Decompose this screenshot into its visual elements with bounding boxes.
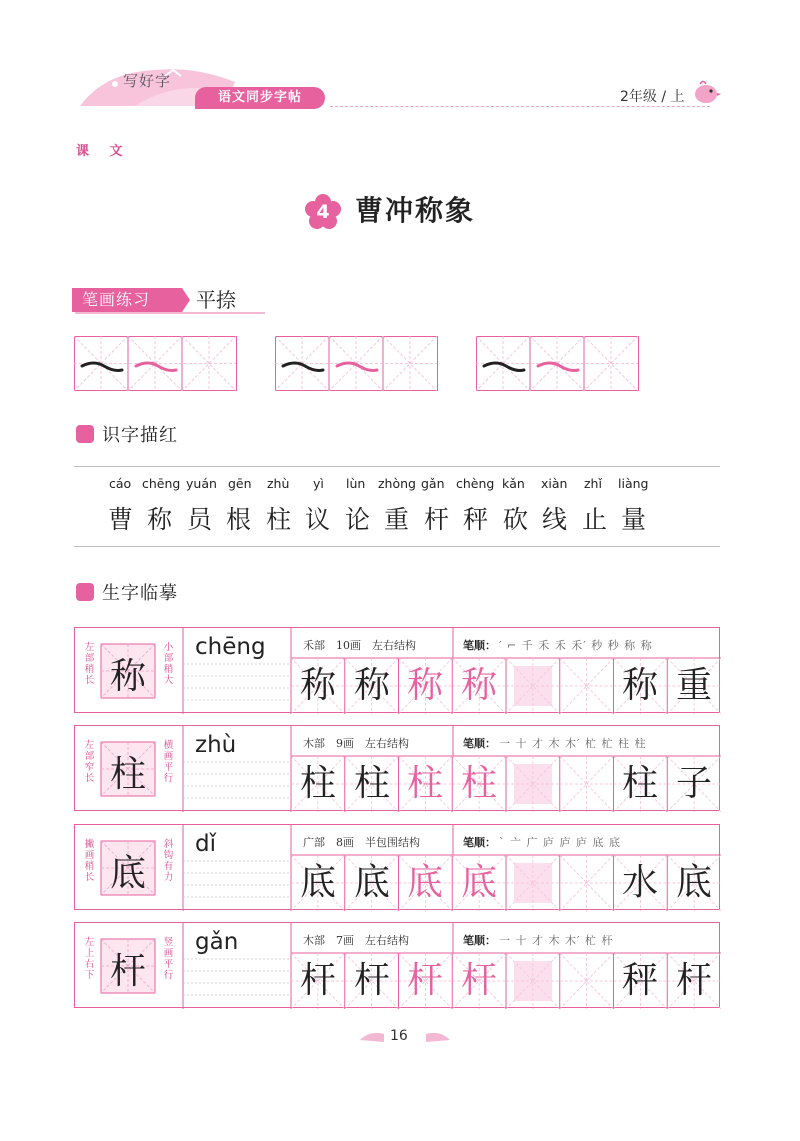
hanzi: 量 <box>621 505 647 534</box>
left-tip: 左部窄长 <box>84 740 95 784</box>
pinyin: chēng <box>142 476 181 491</box>
trace-char: 柱 <box>353 763 390 804</box>
stroke-order-label: 笔顺： <box>463 836 496 849</box>
trace-char: 底 <box>353 862 390 903</box>
stroke-order: ′ ⌐ 千 禾 禾 禾′ 秒 秒 称 称 <box>499 639 653 652</box>
pinyin: liàng <box>618 476 649 491</box>
word-char: 柱 <box>621 763 658 804</box>
trace-char: 杆 <box>353 960 390 1001</box>
model-pinyin: gǎn <box>195 929 239 955</box>
hanzi: 根 <box>226 505 252 534</box>
header-logo-text: 写好字 <box>123 72 172 90</box>
word-char: 水 <box>621 862 658 903</box>
word-char: 重 <box>675 665 712 706</box>
header-series-pill: 语文同步字帖 <box>195 87 325 109</box>
trace-char: 底 <box>299 862 336 903</box>
stroke-order: 一 十 才 木 木′ 杧 杆 <box>499 934 614 947</box>
stroke-practice-tip <box>182 288 190 312</box>
practice-row <box>74 922 720 1008</box>
trace-char: 柱 <box>299 763 336 804</box>
right-tip: 小部稍大 <box>163 642 174 686</box>
right-tip: 竖画平行 <box>163 937 174 981</box>
practice-row <box>74 627 720 713</box>
header-divider <box>330 106 710 107</box>
word-char: 杆 <box>675 960 712 1001</box>
pinyin: zhòng <box>378 476 416 491</box>
hanzi: 止 <box>582 505 608 534</box>
trace-char-pink: 柱 <box>406 763 443 804</box>
hanzi: 曹 <box>108 505 134 534</box>
trace-char: 称 <box>299 665 336 706</box>
header-grade: 2年级 / 上 <box>620 89 685 105</box>
model-pinyin: zhù <box>195 732 237 758</box>
hanzi: 论 <box>345 505 371 534</box>
hanzi: 议 <box>305 505 331 534</box>
word-char: 称 <box>621 665 658 706</box>
left-tip: 左上右下 <box>84 937 95 981</box>
trace-char-pink: 底 <box>406 862 443 903</box>
recognize-bottom-rule <box>74 546 720 547</box>
pinyin: chèng <box>456 476 495 491</box>
hanzi: 称 <box>147 505 173 534</box>
stroke-grid-3 <box>476 336 639 391</box>
notebook-icon <box>76 583 94 601</box>
hanzi: 线 <box>542 505 568 534</box>
char-row <box>0 500 800 534</box>
stroke-order-label: 笔顺： <box>463 934 496 947</box>
lesson-title: 曹冲称象 <box>355 194 476 227</box>
stroke-underline <box>75 312 265 314</box>
stroke-order-label: 笔顺： <box>463 737 496 750</box>
stroke-order: 一 十 才 木 木′ 杧 杧 柱 柱 <box>499 737 647 750</box>
left-tip: 左部稍长 <box>84 642 95 686</box>
model-pinyin: dǐ <box>195 831 216 857</box>
pinyin: zhǐ <box>584 476 602 491</box>
stroke-order-label: 笔顺： <box>463 639 496 652</box>
pinyin-row <box>0 476 800 496</box>
lesson-number: 4 <box>316 201 330 223</box>
stroke-practice-grids <box>0 330 800 394</box>
pinyin: cáo <box>109 476 132 491</box>
hanzi: 员 <box>187 505 213 534</box>
pinyin: xiàn <box>541 476 568 491</box>
hanzi: 杆 <box>424 505 450 534</box>
pinyin: lùn <box>346 476 366 491</box>
pinyin: kǎn <box>502 476 525 491</box>
model-char: 柱 <box>110 754 147 795</box>
pinyin: yuán <box>186 476 217 491</box>
trace-char-pink: 底 <box>460 862 497 903</box>
left-tip: 撇画稍长 <box>84 839 95 883</box>
hanzi: 砍 <box>503 505 529 534</box>
bird-icon <box>690 78 722 106</box>
practice-row <box>74 725 720 811</box>
pinyin: zhù <box>267 476 290 491</box>
stroke-grid-1 <box>74 336 237 391</box>
recognize-top-rule <box>74 466 720 467</box>
section-tag: 课 文 <box>76 144 131 159</box>
pinyin: gǎn <box>421 476 445 491</box>
stroke-grid-2 <box>275 336 438 391</box>
char-info: 木部 9画 左右结构 <box>303 737 409 750</box>
word-char: 秤 <box>621 960 658 1001</box>
char-info: 广部 8画 半包围结构 <box>303 836 420 849</box>
stroke-practice-label: 笔画练习 <box>72 288 182 312</box>
page-number: 16 <box>390 1028 408 1044</box>
trace-char-pink: 杆 <box>460 960 497 1001</box>
trace-char-pink: 杆 <box>406 960 443 1001</box>
hanzi: 秤 <box>463 505 489 534</box>
pinyin: gēn <box>228 476 252 491</box>
char-info: 禾部 10画 左右结构 <box>303 639 416 652</box>
write-heading: 生字临摹 <box>102 583 178 604</box>
pinyin: yì <box>313 476 324 491</box>
practice-row <box>74 824 720 910</box>
book-icon <box>76 425 94 443</box>
hanzi: 重 <box>384 505 410 534</box>
hanzi: 柱 <box>266 505 292 534</box>
right-tip: 斜钩有力 <box>163 839 174 883</box>
stroke-name: 平捺 <box>196 288 236 312</box>
trace-char: 称 <box>353 665 390 706</box>
word-char: 子 <box>675 763 712 804</box>
trace-char-pink: 称 <box>460 665 497 706</box>
trace-char-pink: 称 <box>406 665 443 706</box>
right-tip: 横画平行 <box>163 740 174 784</box>
word-char: 底 <box>675 862 712 903</box>
model-char: 称 <box>110 656 147 697</box>
recognize-heading: 识字描红 <box>102 425 178 446</box>
trace-char: 杆 <box>299 960 336 1001</box>
model-char: 底 <box>110 853 147 894</box>
model-char: 杆 <box>110 951 147 992</box>
stroke-order: ` 亠 广 庐 庐 庐 底 底 <box>499 836 621 849</box>
char-info: 木部 7画 左右结构 <box>303 934 409 947</box>
model-pinyin: chēng <box>195 634 266 660</box>
trace-char-pink: 柱 <box>460 763 497 804</box>
